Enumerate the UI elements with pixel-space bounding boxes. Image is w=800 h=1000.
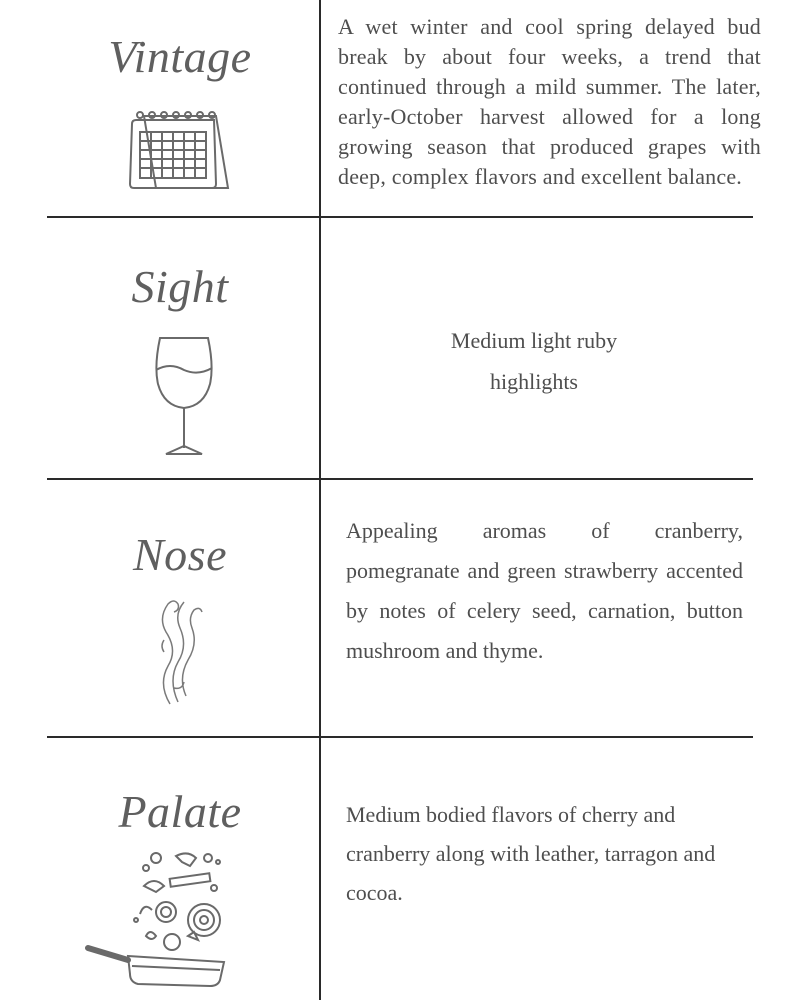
sight-heading: Sight bbox=[131, 261, 229, 312]
row-divider-3 bbox=[47, 736, 753, 738]
nose-heading: Nose bbox=[133, 529, 227, 580]
wine-glass-icon bbox=[152, 336, 216, 458]
nose-description: Appealing aromas of cranberry, pomegranate and green strawberry accented by notes of celery seed, carnation, button mushroom and thyme. bbox=[346, 518, 743, 663]
food-pan-icon bbox=[84, 848, 234, 988]
calendar-icon bbox=[128, 110, 232, 192]
sight-description bbox=[336, 320, 732, 402]
palate-heading: Palate bbox=[118, 786, 242, 837]
row-divider-2 bbox=[47, 478, 753, 480]
vintage-description: A wet winter and cool spring delayed bud break by about four weeks, a trend that continued through a mild summer. The later, early-October harvest allowed for a long growing season that produced grapes with deep, complex flavors and excellent balance. bbox=[338, 14, 761, 189]
palate-description: Medium bodied flavors of cherry and cranberry along with leather, tarragon and cocoa. bbox=[346, 802, 716, 905]
row-divider-1 bbox=[47, 216, 753, 218]
vintage-heading: Vintage bbox=[108, 31, 252, 82]
sight-description-line-2: highlights bbox=[489, 369, 578, 394]
aroma-swirl-icon bbox=[156, 592, 208, 708]
column-divider bbox=[319, 0, 321, 1000]
sight-description-line-1: Medium light ruby bbox=[450, 328, 618, 353]
